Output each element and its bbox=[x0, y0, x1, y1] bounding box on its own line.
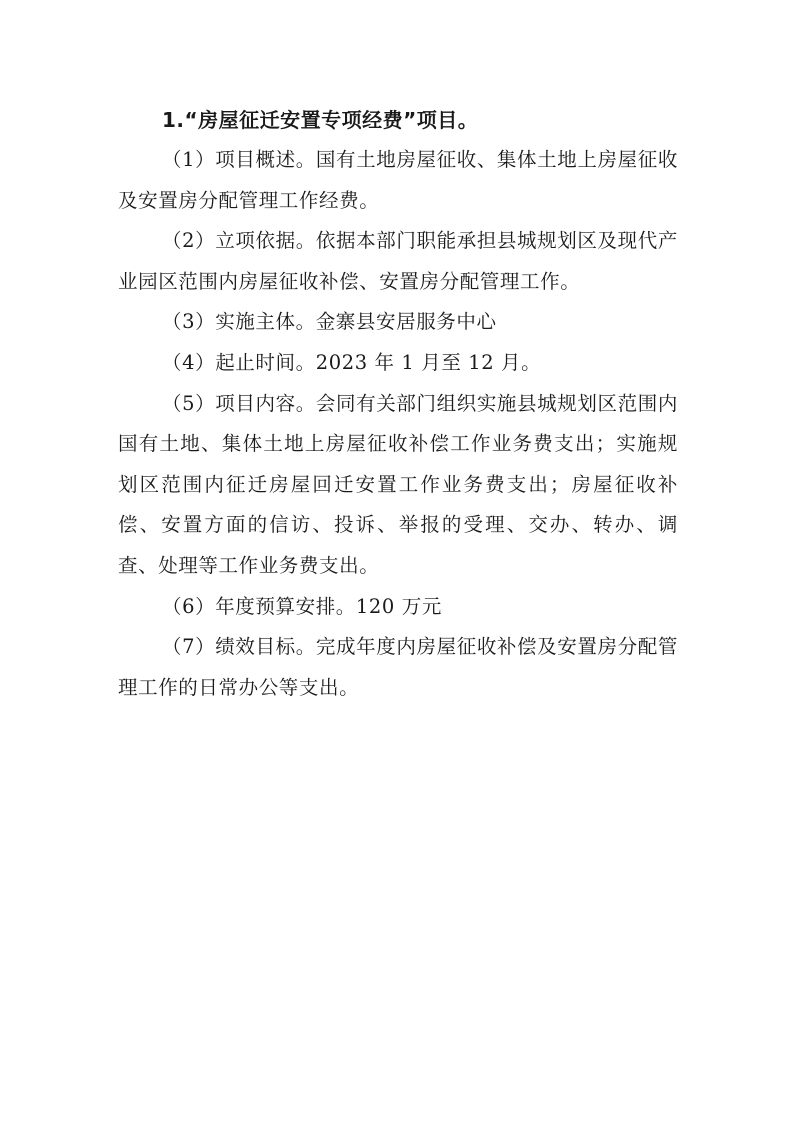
paragraph-goal: （7）绩效目标。完成年度内房屋征收补偿及安置房分配管理工作的日常办公等支出。 bbox=[118, 635, 678, 699]
paragraph-implementer: （3）实施主体。金寨县安居服务中心 bbox=[162, 310, 497, 334]
paragraph-overview: （1）项目概述。国有土地房屋征收、集体土地上房屋征收及安置房分配管理工作经费。 bbox=[118, 148, 678, 212]
paragraph-budget: （6）年度预算安排。120 万元 bbox=[162, 594, 442, 618]
paragraph-content: （5）项目内容。会同有关部门组织实施县城规划区范围内国有土地、集体土地上房屋征收补偿工作业务费支出；实施规划区范围内征迁房屋回迁安置工作业务费支出；房屋征收补偿、安置方面的信访、投诉、举报的受理、交办、转办、调查、处理等工作业务费支出。 bbox=[118, 391, 678, 577]
section-heading: 1.“房屋征迁安置专项经费”项目。 bbox=[162, 108, 479, 132]
paragraph-basis: （2）立项依据。依据本部门职能承担县城规划区及现代产业园区范围内房屋征收补偿、安置房分配管理工作。 bbox=[118, 229, 678, 293]
document-body bbox=[118, 100, 678, 708]
paragraph-timeframe: （4）起止时间。2023 年 1 月至 12 月。 bbox=[162, 350, 542, 374]
